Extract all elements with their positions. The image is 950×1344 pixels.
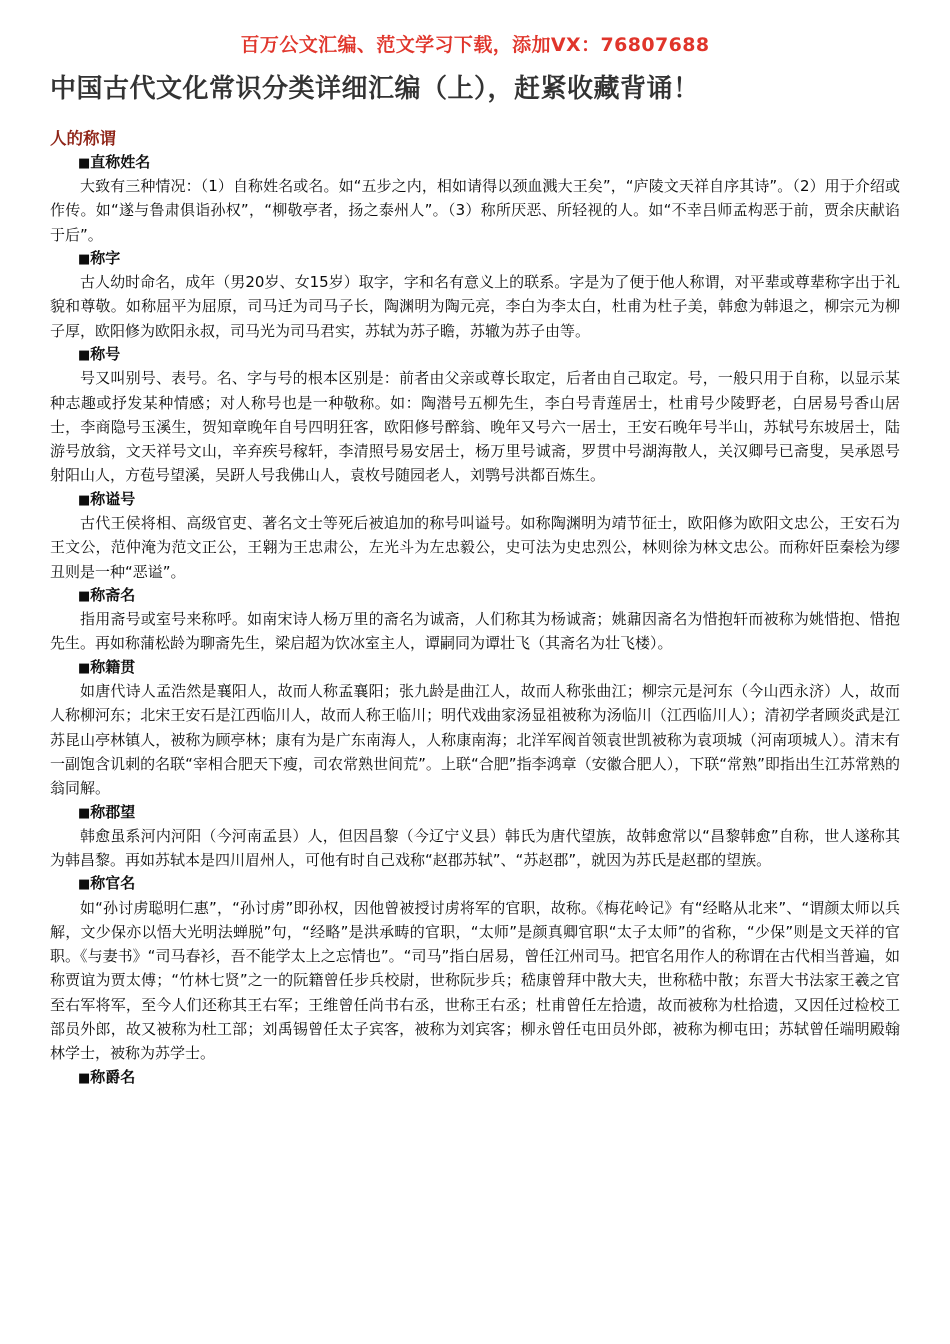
bullet-icon-3: ■ [78, 492, 91, 508]
bullet-icon-4: ■ [78, 588, 91, 604]
promo-banner: 百万公文汇编、范文学习下载，添加VX：76807688 [240, 34, 710, 56]
bullet-icon-8: ■ [78, 1070, 91, 1086]
subsection-body-4: 指用斋号或室号来称呼。如南宋诗人杨万里的斋名为诚斋，人们称其为杨诚斋；姚鼐因斋名为惜抱轩而被称为姚惜抱、惜抱先生。再如称蒲松龄为聊斋先生，梁启超为饮冰室主人，谭嗣同为谭壮飞（其斋名为壮飞楼）。 [50, 610, 900, 653]
bullet-icon-1: ■ [78, 251, 91, 267]
subsection-heading-label-0: 直称姓名 [90, 152, 151, 171]
subsection-heading-0 [50, 151, 900, 174]
subsection-body-3: 古代王侯将相、高级官吏、著名文士等死后被追加的称号叫谥号。如称陶渊明为靖节征士，欧阳修为欧阳文忠公，王安石为王文公，范仲淹为范文正公，王翱为王忠肃公，左光斗为左忠毅公，史可法为史忠烈公，林则徐为林文忠公。而称奸臣秦桧为缪丑则是一种“恶谥”。 [50, 514, 900, 581]
bullet-icon-2: ■ [78, 348, 91, 364]
bullet-icon-7: ■ [78, 877, 91, 893]
section-heading-people-titles: 人的称谓 [50, 128, 116, 148]
subsection-body-2: 号又叫别号、表号。名、字与号的根本区别是：前者由父亲或尊长取定，后者由自己取定。号，一般只用于自称，以显示某种志趣或抒发某种情感；对人称号也是一种敬称。如：陶潜号五柳先生，李白号青莲居士，杜甫号少陵野老，白居易号香山居士，李商隐号玉溪生，贺知章晚年自号四明狂客，欧阳修号醉翁、晚年又号六一居士，王安石晚年号半山，苏轼号东坡居士，陆游号放翁，文天祥号文山，辛弃疾号稼轩，李清照号易安居士，杨万里号诚斋，罗贯中号湖海散人，关汉卿号已斋叟，吴承恩号射阳山人，方苞号望溪，吴趼人号我佛山人，袁枚号随园老人，刘鹗号洪都百炼生。 [50, 369, 900, 485]
subsection-heading-3 [50, 488, 900, 511]
subsection-heading-5 [50, 656, 900, 679]
subsection-body-6: 韩愈虽系河内河阳（今河南孟县）人，但因昌黎（今辽宁义县）韩氏为唐代望族，故韩愈常以“昌黎韩愈”自称，世人遂称其为韩昌黎。再如苏轼本是四川眉州人，可他有时自己戏称“赵郡苏轼”、“苏赵郡”，就因为苏氏是赵郡的望族。 [50, 826, 900, 870]
subsection-heading-label-3: 称谥号 [90, 489, 136, 508]
page-title: 中国古代文化常识分类详细汇编（上），赶紧收藏背诵！ [50, 74, 700, 104]
subsection-heading-label-7: 称官名 [90, 874, 136, 893]
bullet-icon-6: ■ [78, 805, 91, 821]
subsection-body-7: 如“孙讨虏聪明仁惠”，“孙讨虏”即孙权，因他曾被授讨虏将军的官职，故称。《梅花岭记》有“经略从北来”、“谓颜太师以兵解，文少保亦以悟大光明法蝉脱”句，“经略”是洪承畴的官职，“太师”是颜真卿官职“太子太师”的省称，“少保”则是文天祥的官职。《与妻书》“司马春衫，吾不能学太上之忘情也”。“司马”指白居易，曾任江州司马。把官名用作人的称谓在古代相当普遍，如称贾谊为贾太傅；“竹林七贤”之一的阮籍曾任步兵校尉，世称阮步兵；嵇康曾拜中散大夫，世称嵇中散；东晋大书法家王羲之官至右军将军，至今人们还称其王右军；王维曾任尚书右丞，世称王右丞；杜甫曾任左拾遗，故而被称为杜拾遗，又因任过检校工部员外郎，故又被称为杜工部；刘禹锡曾任太子宾客，被称为刘宾客；柳永曾任屯田员外郎，被称为柳屯田；苏轼曾任端明殿翰林学士，被称为苏学士。 [50, 898, 900, 1063]
document-content [50, 128, 900, 1089]
bullet-icon-5: ■ [78, 660, 91, 676]
subsection-body-5: 如唐代诗人孟浩然是襄阳人，故而人称孟襄阳；张九龄是曲江人，故而人称张曲江；柳宗元是河东（今山西永济）人，故而人称柳河东；北宋王安石是江西临川人，故而人称王临川；明代戏曲家汤显祖被称为汤临川（江西临川人）；清初学者顾炎武是江苏昆山亭林镇人，被称为顾亭林；康有为是广东南海人，人称康南海；北洋军阀首领袁世凯被称为袁项城（河南项城人）。清末有一副饱含讥刺的名联“宰相合肥天下瘦，司农常熟世间荒”。上联“合肥”指李鸿章（安徽合肥人），下联“常熟”即指出生江苏常熟的翁同解。 [50, 682, 900, 798]
subsection-heading-label-5: 称籍贯 [90, 657, 136, 676]
subsection-heading-2 [50, 343, 900, 366]
subsection-body-1: 古人幼时命名，成年（男20岁、女15岁）取字，字和名有意义上的联系。字是为了便于他人称谓，对平辈或尊辈称字出于礼貌和尊敬。如称屈平为屈原，司马迁为司马子长，陶渊明为陶元亮，李白为李太白，杜甫为杜子美，韩愈为韩退之，柳宗元为柳子厚，欧阳修为欧阳永叔，司马光为司马君实，苏轼为苏子瞻，苏辙为苏子由等。 [50, 273, 900, 340]
subsection-heading-8 [50, 1066, 900, 1089]
subsection-heading-6 [50, 801, 900, 824]
subsection-heading-label-1: 称字 [90, 248, 121, 267]
subsection-heading-label-6: 称郡望 [90, 802, 136, 821]
subsection-body-0: 大致有三种情况：（1）自称姓名或名。如“五步之内，相如请得以颈血溅大王矣”，“庐陵文天祥自序其诗”。（2）用于介绍或作传。如“遂与鲁肃俱诣孙权”，“柳敬亭者，扬之泰州人”。（3）称所厌恶、所轻视的人。如“不幸吕师孟构恶于前，贾余庆献谄于后”。 [50, 177, 900, 244]
subsection-heading-4 [50, 584, 900, 607]
bullet-icon-0: ■ [78, 155, 91, 171]
subsection-heading-label-4: 称斋名 [90, 585, 136, 604]
subsection-heading-1 [50, 247, 900, 270]
subsection-heading-7 [50, 872, 900, 895]
subsection-heading-label-8: 称爵名 [90, 1067, 136, 1086]
subsection-heading-label-2: 称号 [90, 345, 121, 364]
